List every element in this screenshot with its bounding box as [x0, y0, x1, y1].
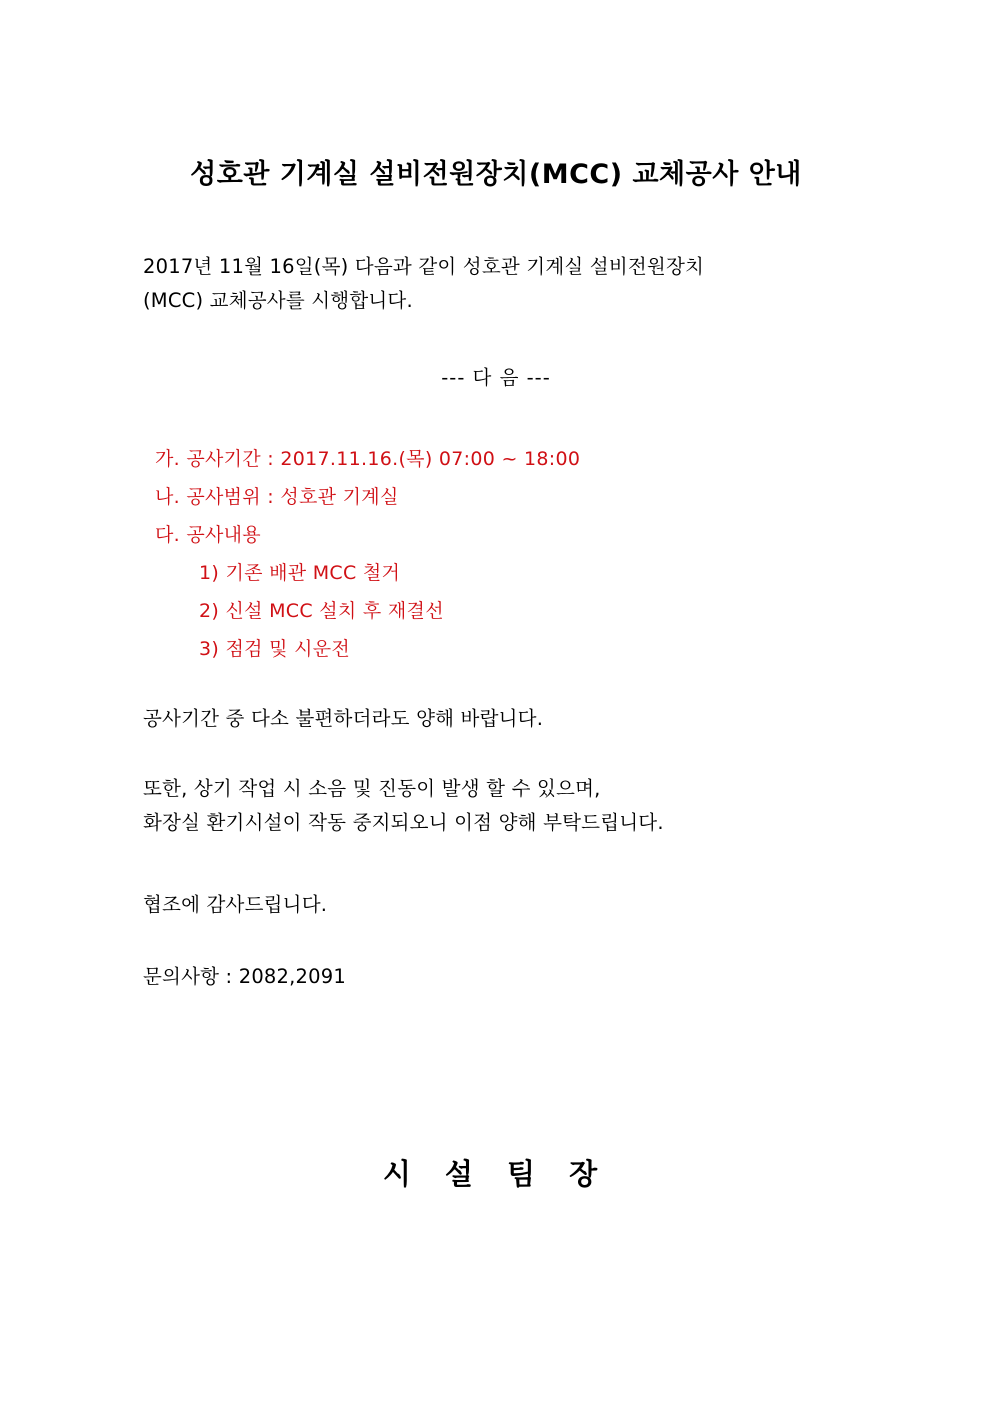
paragraph-inconvenience-line: 공사기간 중 다소 불편하더라도 양해 바랍니다.: [143, 707, 544, 730]
section-divider-next: --- 다 음 ---: [441, 366, 551, 389]
intro-line-1: 2017년 11월 16일(목) 다음과 같이 성호관 기계실 설비전원장치: [143, 255, 705, 278]
paragraph-thanks-line: 협조에 감사드립니다.: [143, 893, 328, 916]
signature-line: 시 설 팀 장: [382, 1157, 610, 1191]
detail-item-contents: 다. 공사내용: [155, 524, 261, 546]
intro-paragraph: [143, 250, 883, 318]
contact-info-line: 문의사항 : 2082,2091: [143, 965, 346, 988]
paragraph-noise-notice: [143, 772, 664, 840]
work-details-list: [155, 440, 580, 668]
paragraph-thanks: [143, 888, 327, 922]
detail-item-period: 가. 공사기간 : 2017.11.16.(목) 07:00 ~ 18:00: [155, 448, 581, 470]
page-title: 성호관 기계실 설비전원장치(MCC) 교체공사 안내: [190, 159, 802, 190]
paragraph-noise-line-1: 또한, 상기 작업 시 소음 및 진동이 발생 할 수 있으며,: [143, 777, 601, 800]
contact-info: [143, 960, 346, 994]
paragraph-noise-line-2: 화장실 환기시설이 작동 중지되오니 이점 양해 부탁드립니다.: [143, 811, 664, 834]
detail-subitem-3: 3) 점검 및 시운전: [199, 638, 351, 660]
detail-subitem-2: 2) 신설 MCC 설치 후 재결선: [199, 600, 444, 622]
detail-item-scope: 나. 공사범위 : 성호관 기계실: [155, 486, 399, 508]
detail-subitem-1: 1) 기존 배관 MCC 철거: [199, 562, 401, 584]
paragraph-inconvenience: [143, 702, 543, 736]
intro-line-2: (MCC) 교체공사를 시행합니다.: [143, 289, 413, 312]
